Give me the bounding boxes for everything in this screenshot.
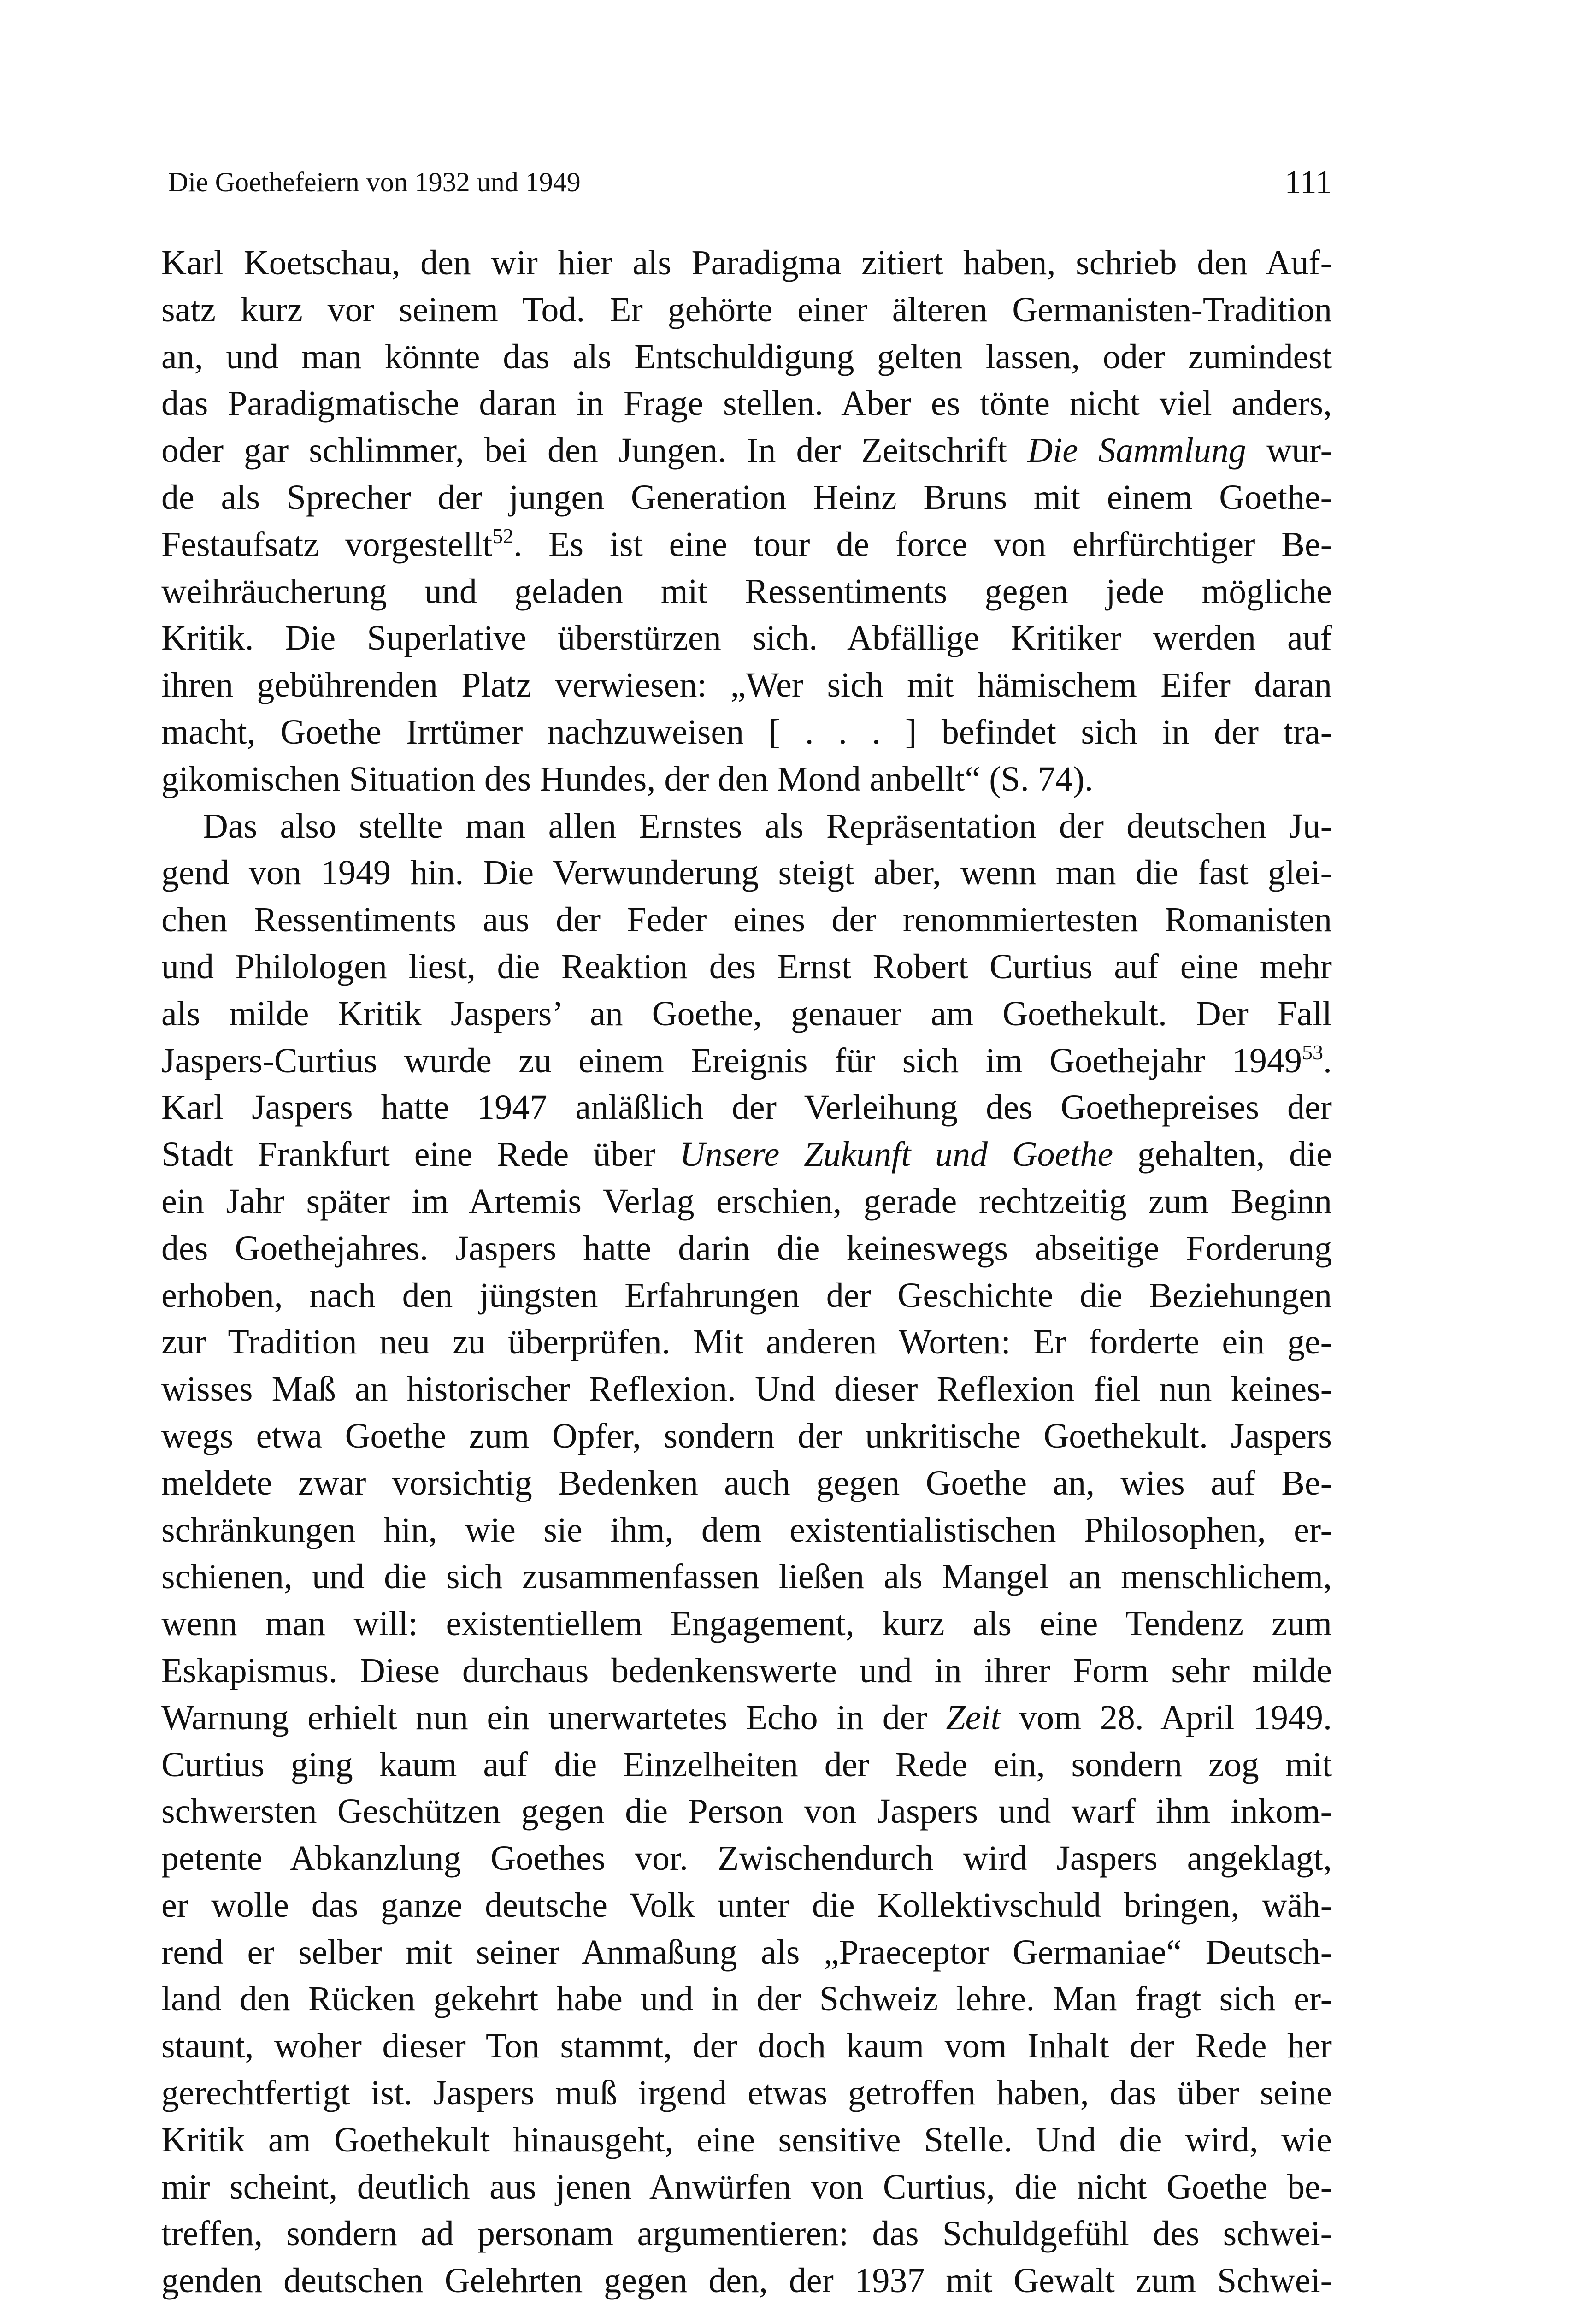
text-line: wegs etwa Goethe zum Opfer, sondern der unkritische Goethekult. Jaspers xyxy=(161,1416,1332,1455)
text-line: satz kurz vor seinem Tod. Er gehörte einer älteren Germanisten-Tradition xyxy=(161,290,1332,329)
text-line: genden deutschen Gelehrten gegen den, der 1937 mit Gewalt zum Schwei- xyxy=(161,2261,1332,2300)
text-line: ihren gebührenden Platz verwiesen: „Wer sich mit hämischem Eifer daran xyxy=(161,666,1332,705)
running-head xyxy=(168,159,1332,205)
text-line: Karl Koetschau, den wir hier als Paradigma zitiert haben, schrieb den Auf- xyxy=(161,243,1332,282)
text-line: schienen, und die sich zusammenfassen ließen als Mangel an menschlichem, xyxy=(161,1557,1332,1596)
newspaper-title: Zeit xyxy=(946,1698,1001,1737)
text-line: macht, Goethe Irrtümer nachzuweisen [ . . . ] befindet sich in der tra- xyxy=(161,712,1332,751)
text-line: gikomischen Situation des Hundes, der den Mond anbellt“ (S. 74). xyxy=(161,759,1094,798)
text-line: wisses Maß an historischer Reflexion. Und dieser Reflexion fiel nun keines- xyxy=(161,1370,1332,1409)
text-line: Kritik am Goethekult hinausgeht, eine sensitive Stelle. Und die wird, wie xyxy=(161,2120,1332,2159)
text-line: treffen, sondern ad personam argumentieren: das Schuldgefühl des schwei- xyxy=(161,2214,1332,2253)
text-line: gerechtfertigt ist. Jaspers muß irgend etwas getroffen haben, das über seine xyxy=(161,2074,1332,2113)
journal-title: Die Sammlung xyxy=(1027,431,1246,470)
text-line: er wolle das ganze deutsche Volk unter die Kollektivschuld bringen, wäh- xyxy=(161,1885,1332,1925)
text-line: an, und man könnte das als Entschuldigung gelten lassen, oder zumindest xyxy=(161,337,1332,376)
text-line: zur Tradition neu zu überprüfen. Mit anderen Worten: Er forderte ein ge- xyxy=(161,1323,1332,1362)
text-line: erhoben, nach den jüngsten Erfahrungen der Geschichte die Beziehungen xyxy=(161,1276,1332,1315)
text-line: meldete zwar vorsichtig Bedenken auch gegen Goethe an, wies auf Be- xyxy=(161,1463,1332,1502)
text-line: Karl Jaspers hatte 1947 anläßlich der Verleihung des Goethepreises der xyxy=(161,1088,1332,1127)
text-line: staunt, woher dieser Ton stammt, der doch kaum vom Inhalt der Rede her xyxy=(161,2027,1332,2066)
book-title: Unsere Zukunft und Goethe xyxy=(679,1135,1113,1174)
footnote-ref: 53 xyxy=(1302,1040,1323,1064)
text-line: wenn man will: existentiellem Engagement, kurz als eine Tendenz zum xyxy=(161,1604,1332,1643)
text-line: Curtius ging kaum auf die Einzelheiten der Rede ein, sondern zog mit xyxy=(161,1745,1332,1784)
text-line: rend er selber mit seiner Anmaßung als „Praeceptor Germaniae“ Deutsch- xyxy=(161,1933,1332,1972)
text-line: chen Ressentiments aus der Feder eines der renommiertesten Romanisten xyxy=(161,900,1332,940)
body-text xyxy=(161,240,1332,2305)
text-line: gend von 1949 hin. Die Verwunderung steigt aber, wenn man die fast glei- xyxy=(161,853,1332,892)
text-line: mir scheint, deutlich aus jenen Anwürfen von Curtius, die nicht Goethe be- xyxy=(161,2167,1332,2206)
text-line: oder gar schlimmer, bei den Jungen. In der Zeitschrift Die Sammlung wur- xyxy=(161,431,1332,470)
text-line: schränkungen hin, wie sie ihm, dem existentialistischen Philosophen, er- xyxy=(161,1510,1332,1549)
running-title: Die Goethefeiern von 1932 und 1949 xyxy=(168,167,581,197)
text-line: ein Jahr später im Artemis Verlag erschien, gerade rechtzeitig zum Beginn xyxy=(161,1182,1332,1221)
text-line: weihräucherung und geladen mit Ressentiments gegen jede mögliche xyxy=(161,572,1332,611)
text-line: Festaufsatz vorgestellt$^{52}$. Es ist eine tour de force von ehrfürchtiger Be- xyxy=(161,524,1332,564)
text-line: Jaspers-Curtius wurde zu einem Ereignis für sich im Goethejahr 1949$^{53}$. xyxy=(161,1040,1332,1080)
text-line: petente Abkanzlung Goethes vor. Zwischendurch wird Jaspers angeklagt, xyxy=(161,1839,1332,1878)
text-line: de als Sprecher der jungen Generation Heinz Bruns mit einem Goethe- xyxy=(161,478,1332,517)
footnote-ref: 52 xyxy=(492,524,514,548)
text-line: und Philologen liest, die Reaktion des Ernst Robert Curtius auf eine mehr xyxy=(161,947,1332,986)
text-line: schwersten Geschützen gegen die Person von Jaspers und warf ihm inkom- xyxy=(161,1792,1332,1831)
text-line: das Paradigmatische daran in Frage stellen. Aber es tönte nicht viel anders, xyxy=(161,384,1332,423)
text-line: Eskapismus. Diese durchaus bedenkenswerte und in ihrer Form sehr milde xyxy=(161,1651,1332,1690)
text-line: des Goethejahres. Jaspers hatte darin die keineswegs abseitige Forderung xyxy=(161,1229,1332,1268)
text-line: als milde Kritik Jaspers’ an Goethe, genauer am Goethekult. Der Fall xyxy=(161,994,1332,1033)
text-line: Kritik. Die Superlative überstürzen sich. Abfällige Kritiker werden auf xyxy=(161,619,1332,658)
text-line: Warnung erhielt nun ein unerwartetes Echo in der Zeit vom 28. April 1949. xyxy=(161,1698,1332,1737)
page-number: 111 xyxy=(1284,164,1332,201)
text-line: Stadt Frankfurt eine Rede über Unsere Zukunft und Goethe gehalten, die xyxy=(161,1135,1332,1174)
text-line: land den Rücken gekehrt habe und in der Schweiz lehre. Man fragt sich er- xyxy=(161,1980,1332,2019)
text-line: Das also stellte man allen Ernstes als Repräsentation der deutschen Ju- xyxy=(203,806,1332,845)
